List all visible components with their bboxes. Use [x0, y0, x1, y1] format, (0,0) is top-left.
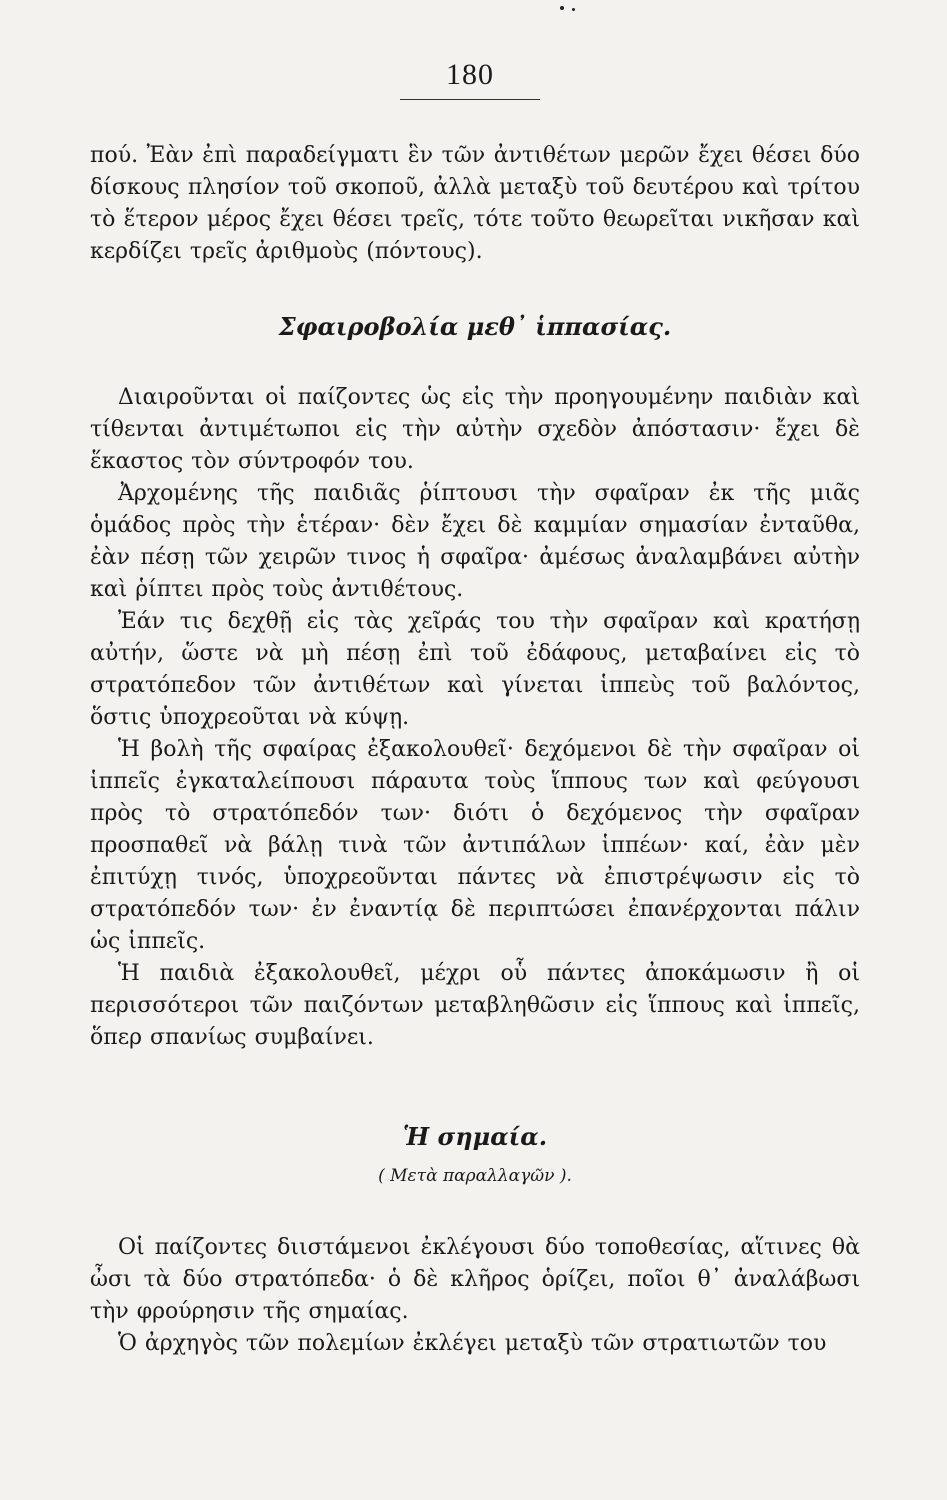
- section-heading-sfairovolia: Σφαιροβολία μεθ᾽ ἱππασίας.: [278, 312, 672, 341]
- print-speck: [560, 6, 564, 10]
- paragraph: Ἀρχομένης τῆς παιδιᾶς ῥίπτουσι τὴν σφαῖραν ἐκ τῆς μιᾶς ὁμάδος πρὸς τὴν ἑτέραν· δὲν ἔχει δὲ καμμίαν σημασίαν ἐνταῦθα, ἐὰν πέσῃ τῶν χειρῶν τινος ἡ σφαῖρα· ἀμέσως ἀναλαμβάνει αὐτὴν καὶ ῥίπτει πρὸς τοὺς ἀντιθέτους.: [90, 481, 860, 602]
- paragraph-continuation: πού. Ἐὰν ἐπὶ παραδείγματι ἓν τῶν ἀντιθέτων μερῶν ἔχει θέσει δύο δίσκους πλησίον τοῦ σκοποῦ, ἀλλὰ μεταξὺ τοῦ δευτέρου καὶ τρίτου τὸ ἕτερον μέρος ἔχει θέσει τρεῖς, τότε τοῦτο θεωρεῖται νικῆσαν καὶ κερδίζει τρεῖς ἀριθμοὺς (πόντους).: [90, 143, 860, 264]
- paragraph: Ἡ βολὴ τῆς σφαίρας ἐξακολουθεῖ· δεχόμενοι δὲ τὴν σφαῖραν οἱ ἱππεῖς ἐγκαταλείπουσι πάραυτα τοὺς ἵππους των καὶ φεύγουσι πρὸς τὸ στρατόπεδόν των· διότι ὁ δεχόμενος τὴν σφαῖραν προσπαθεῖ νὰ βάλῃ τινὰ τῶν ἀντιπάλων ἱππέων· καί, ἐὰν μὲν ἐπιτύχῃ τινός, ὑποχρεοῦνται πάντες νὰ ἐπιστρέψωσιν εἰς τὸ στρατόπεδόν των· ἐν ἐναντίᾳ δὲ περιπτώσει ἐπανέρχονται πάλιν ὡς ἱππεῖς.: [90, 737, 860, 954]
- page-number: 180: [446, 58, 494, 91]
- paragraph-top-block: [90, 140, 860, 268]
- paragraph: Οἱ παίζοντες διιστάμενοι ἐκλέγουσι δύο τοποθεσίας, αἵτινες θὰ ὦσι τὰ δύο στρατόπεδα· ὁ δὲ κλῆρος ὁρίζει, ποῖοι θ᾽ ἀναλάβωσι τὴν φρούρησιν τῆς σημαίας.: [90, 1235, 860, 1324]
- paragraph: Ὁ ἀρχηγὸς τῶν πολεμίων ἐκλέγει μεταξὺ τῶν στρατιωτῶν του: [118, 1331, 827, 1356]
- section-subheading: ( Μετὰ παραλλαγῶν ).: [378, 1166, 572, 1186]
- print-speck: [572, 8, 575, 11]
- paragraph: Ἐάν τις δεχθῇ εἰς τὰς χεῖράς του τὴν σφαῖραν καὶ κρατήσῃ αὐτήν, ὥστε νὰ μὴ πέσῃ ἐπὶ τοῦ ἐδάφους, μεταβαίνει εἰς τὸ στρατόπεδον τῶν ἀντιθέτων καὶ γίνεται ἱππεὺς τοῦ βαλόντος, ὅστις ὑποχρεοῦται νὰ κύψῃ.: [90, 609, 860, 730]
- section-heading-simaia: Ἡ σημαία.: [402, 1122, 548, 1151]
- section2-body: [90, 1232, 860, 1360]
- page-number-rule: [400, 99, 540, 100]
- paragraph: Διαιροῦνται οἱ παίζοντες ὡς εἰς τὴν προηγουμένην παιδιὰν καὶ τίθενται ἀντιμέτωποι εἰς τὴν αὐτὴν σχεδὸν ἀπόστασιν· ἔχει δὲ ἕκαστος τὸν σύντροφόν του.: [90, 385, 860, 474]
- section1-body: [90, 382, 860, 1054]
- paragraph: Ἡ παιδιὰ ἐξακολουθεῖ, μέχρι οὗ πάντες ἀποκάμωσιν ἢ οἱ περισσότεροι τῶν παιζόντων μεταβληθῶσιν εἰς ἵππους καὶ ἱππεῖς, ὅπερ σπανίως συμβαίνει.: [90, 961, 860, 1050]
